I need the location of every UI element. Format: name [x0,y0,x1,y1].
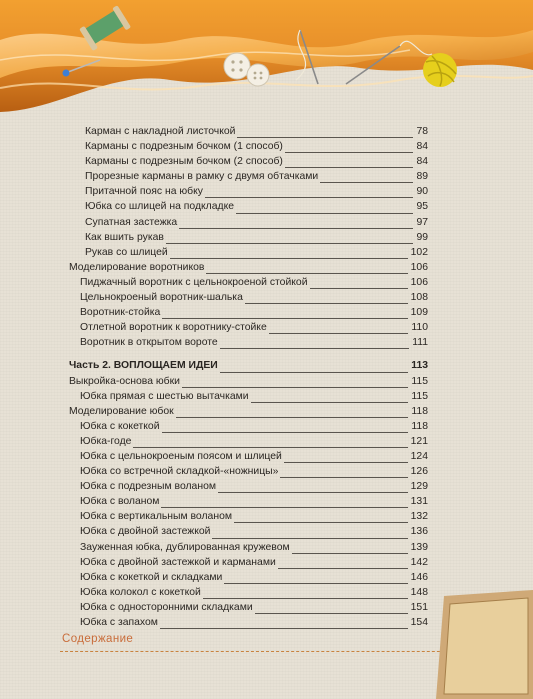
leader-line [292,553,408,554]
leader-line [133,447,408,448]
toc-page-number: 151 [410,601,428,613]
toc-page-number: 90 [416,186,428,198]
toc-entry[interactable] [69,464,428,479]
leader-line [212,538,408,539]
toc-entry-title: Юбка со встречной складкой-«ножницы» [80,466,279,478]
toc-entry[interactable] [69,540,428,555]
toc-entry-title: Часть 2. ВОПЛОЩАЕМ ИДЕИ [69,360,218,372]
toc-entry[interactable] [69,199,428,214]
toc-entry-title: Юбка с цельнокроеным поясом и шлицей [80,450,282,462]
leader-line [280,477,408,478]
toc-page-number: 109 [410,307,428,319]
toc-entry-title: Юбка с односторонними складками [80,601,253,613]
toc-entry[interactable] [69,305,428,320]
toc-page-number: 78 [416,126,428,137]
leader-line [176,417,408,418]
leader-line [245,303,408,304]
toc-page-number: 132 [410,511,428,523]
toc-entry[interactable] [69,449,428,464]
toc-page-number: 126 [410,466,428,478]
toc-page-number: 84 [416,141,428,153]
leader-line [220,372,408,373]
toc-entry[interactable] [69,434,428,449]
toc-entry[interactable] [69,154,428,169]
leader-line [236,213,413,214]
footer-divider [60,651,470,652]
toc-entry-title: Юбка с двойной застежкой и карманами [80,556,276,568]
toc-entry[interactable] [69,260,428,275]
toc-entry[interactable] [69,290,428,305]
leader-line [251,402,408,403]
toc-page-number: 118 [411,405,428,417]
toc-entry[interactable] [69,570,428,585]
toc-entry-title: Зауженная юбка, дублированная кружевом [80,541,290,553]
toc-entry[interactable] [69,389,428,404]
satin-ribbon-header [0,0,533,115]
leader-line [237,137,413,138]
toc-entry[interactable] [69,215,428,230]
leader-line [218,492,408,493]
leader-line [284,462,408,463]
toc-entry-title: Воротник в открытом вороте [80,337,218,349]
toc-entry[interactable] [69,494,428,509]
toc-entry[interactable] [69,615,428,630]
toc-entry-title: Рукав со шлицей [85,246,168,258]
toc-part-heading[interactable] [69,358,428,373]
toc-page-number: 154 [410,617,428,628]
leader-line [203,598,408,599]
toc-entry-title: Юбка с кокеткой и складками [80,571,223,583]
toc-entry-title: Юбка-годе [80,435,132,447]
toc-entry-title: Выкройка-основа юбки [69,375,180,387]
leader-line [182,387,408,388]
toc-entry-title: Карман с накладной листочкой [85,126,236,137]
toc-page-number: 118 [411,420,428,432]
toc-page-number: 84 [416,156,428,168]
toc-entry[interactable] [69,479,428,494]
toc-page-number: 106 [410,261,428,273]
toc-page-number: 95 [416,201,428,213]
leader-line [285,152,413,153]
toc-page-number: 102 [410,246,428,258]
toc-page-number: 142 [410,556,428,568]
toc-page-number: 110 [411,322,428,334]
leader-line [166,243,413,244]
toc-entry-title: Пиджачный воротник с цельнокроеной стойкой [80,276,308,288]
toc-entry[interactable] [69,419,428,434]
toc-page-number: 97 [416,216,428,228]
leader-line [255,613,408,614]
toc-page-number: 139 [410,541,428,553]
toc-entry-title: Юбка колокол с кокеткой [80,586,201,598]
toc-entry-title: Прорезные карманы в рамку с двумя обтачками [85,171,319,183]
toc-entry[interactable] [69,585,428,600]
toc-entry[interactable] [69,374,428,389]
toc-entry-title: Карманы с подрезным бочком (1 способ) [85,141,283,153]
toc-entry-title: Воротник-стойка [80,307,161,319]
toc-page-number: 131 [410,496,428,508]
toc-page-number: 121 [410,435,428,447]
toc-entry[interactable] [69,230,428,245]
leader-line [170,258,408,259]
toc-entry-title: Юбка прямая с шестью вытачками [80,390,249,402]
toc-entry-title: Супатная застежка [85,216,178,228]
leader-line [285,167,413,168]
leader-line [320,182,413,183]
leader-line [162,318,408,319]
toc-entry[interactable] [69,404,428,419]
toc-entry-title: Цельнокроеный воротник-шалька [80,292,243,304]
toc-entry[interactable] [69,275,428,290]
toc-page-number: 115 [411,375,428,387]
toc-page-number: 99 [416,231,428,243]
leader-line [278,568,408,569]
toc-page-number: 108 [410,292,428,304]
leader-line [234,522,408,523]
toc-entry-title: Юбка с подрезным воланом [80,481,216,493]
toc-page-number: 111 [412,337,428,349]
leader-line [206,273,408,274]
parchment-corner-decoration [430,590,533,699]
table-of-contents [69,124,428,630]
toc-entry-title: Притачной пояс на юбку [85,186,203,198]
toc-page-number: 113 [411,360,428,372]
leader-line [269,333,408,334]
leader-line [179,228,413,229]
toc-entry[interactable] [69,184,428,199]
toc-page-number: 124 [410,450,428,462]
toc-entry[interactable] [69,169,428,184]
toc-page-number: 129 [410,481,428,493]
toc-entry-title: Карманы с подрезным бочком (2 способ) [85,156,283,168]
toc-entry[interactable] [69,245,428,260]
toc-entry[interactable] [69,600,428,615]
toc-entry[interactable] [69,335,428,350]
leader-line [224,583,408,584]
toc-entry[interactable] [69,124,428,139]
leader-line [220,348,409,349]
toc-entry[interactable] [69,524,428,539]
toc-page-number: 89 [416,171,428,183]
toc-entry[interactable] [69,509,428,524]
toc-entry-title: Отлетной воротник к воротнику-стойке [80,322,267,334]
toc-page-number: 146 [410,571,428,583]
leader-line [160,628,408,629]
toc-page-number: 115 [411,390,428,402]
toc-page-number: 136 [410,526,428,538]
toc-entry-title: Юбка с запахом [80,617,158,628]
toc-entry-title: Юбка с кокеткой [80,420,160,432]
toc-entry-title: Юбка с вертикальным воланом [80,511,232,523]
toc-entry-title: Юбка с воланом [80,496,160,508]
toc-entry-title: Как вшить рукав [85,231,164,243]
leader-line [161,507,408,508]
toc-entry-title: Моделирование воротников [69,261,205,273]
toc-entry[interactable] [69,139,428,154]
leader-line [162,432,408,433]
yarn-ball-icon [423,53,457,87]
section-label: Содержание [62,633,134,645]
toc-page-number: 106 [410,276,428,288]
toc-entry[interactable] [69,555,428,570]
toc-entry-title: Юбка со шлицей на подкладке [85,201,235,213]
toc-entry-title: Моделирование юбок [69,405,174,417]
leader-line [310,288,408,289]
leader-line [205,197,413,198]
toc-entry-title: Юбка с двойной застежкой [80,526,211,538]
toc-page-number: 148 [410,586,428,598]
toc-entry[interactable] [69,320,428,335]
